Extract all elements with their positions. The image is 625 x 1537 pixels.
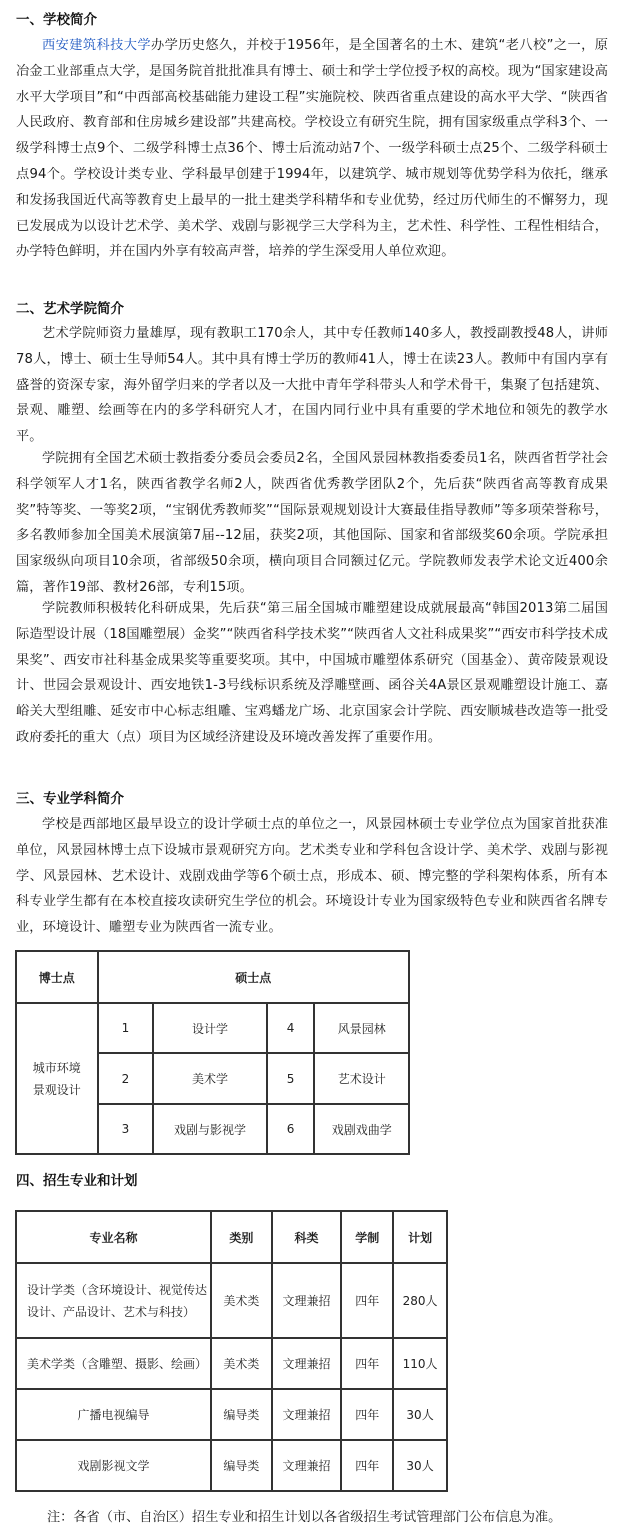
major-plan: 30人	[393, 1440, 447, 1491]
major-subject: 文理兼招	[272, 1263, 342, 1338]
master-name: 戏剧戏曲学	[314, 1104, 409, 1154]
enrollment-plan-table	[15, 1210, 448, 1492]
master-number: 5	[267, 1053, 315, 1104]
major-plan: 30人	[393, 1389, 447, 1440]
section3-paragraph: 学校是西部地区最早设立的设计学硕士点的单位之一，风景园林硕士专业学位点为国家首批获准单位，风景园林博士点下设城市景观研究方向。艺术类专业和学科包含设计学、美术学、戏剧与影视学、风景园林、艺术设计、戏剧戏曲学等6个硕士点，形成本、硕、博完整的学科架构体系，所有本科专业学生都有在本校直接攻读研究生学位的机会。环境设计专业为国家级特色专业和陕西省名牌专业，环境设计、雕塑专业为陕西省一流专业。	[16, 817, 608, 936]
header-plan: 计划	[393, 1211, 447, 1263]
major-duration: 四年	[341, 1389, 393, 1440]
section1-paragraph	[16, 33, 608, 265]
header-major-name: 专业名称	[16, 1211, 211, 1263]
major-name-line1: 设计学类（含环境设计、视觉传达	[27, 1282, 208, 1297]
section1-heading: 一、学校简介	[16, 12, 97, 28]
master-number: 1	[98, 1003, 154, 1053]
major-duration: 四年	[341, 1440, 393, 1491]
doctor-point-line1: 城市环境	[32, 1060, 81, 1075]
major-category: 编导类	[211, 1389, 272, 1440]
enrollment-note: 注：各省（市、自治区）招生专业和招生计划以各省级招生考试管理部门公布信息为准。	[47, 1510, 562, 1525]
master-name: 艺术设计	[314, 1053, 409, 1104]
major-category: 美术类	[211, 1338, 272, 1389]
section1-text: 办学历史悠久，并校于1956年，是全国著名的土木、建筑“老八校”之一，原冶金工业部重点大学，是国务院首批批准具有博士、硕士和学士学位授予权的高校。现为“国家建设高水平大学项目”和“中西部高校基础能力建设工程”实施院校、陕西省重点建设的高水平大学、“陕西省人民政府、教育部和住房城乡建设部”共建高校。学校设立有研究生院，拥有国家级重点学科3个、一级学科博士点9个、二级学科博士点36个、博士后流动站7个、一级学科硕士点25个、二级学科硕士点94个。学校设计类专业、学科最早创建于1994年，以建筑学、城市规划等优势学科为依托，继承和发扬我国近代高等教育史上最早的一批土建类学科精华和专业优势，经过历代师生的不懈努力，现已发展成为以设计艺术学、美术学、戏剧与影视学三大学科为主，艺术性、科学性、工程性相结合，办学特色鲜明，并在国内外享有较高声誉，培养的学生深受用人单位欢迎。	[16, 38, 608, 260]
header-category: 类别	[211, 1211, 272, 1263]
section3-heading: 三、专业学科简介	[16, 791, 124, 807]
major-name: 美术学类（含雕塑、摄影、绘画）	[16, 1338, 211, 1389]
master-name: 戏剧与影视学	[153, 1104, 266, 1154]
school-link[interactable]: 西安建筑科技大学	[42, 38, 151, 53]
section2-paragraph-3: 学院教师积极转化科研成果，先后获“第三届全国城市雕塑建设成就展最高“韩国2013第二届国际造型设计展（18国雕塑展）金奖”“陕西省科学技术奖”“陕西省人文社科成果奖”“西安市科学技术成果奖”、西安市社科基金成果奖等重要奖项。其中，中国城市雕塑体系研究（国基金）、黄帝陵景观设计、世园会景观设计、西安地铁1-3号线标识系统及浮雕壁画、函谷关4A景区景观雕塑设计施工、嘉峪关大型组雕、延安市中心标志组雕、宝鸡蟠龙广场、北京国家会计学院、西安顺城巷改造等一批受政府委托的重大（点）项目为区域经济建设及环境改善发挥了重要作用。	[16, 601, 608, 745]
table-row	[16, 1263, 447, 1338]
major-category: 美术类	[211, 1263, 272, 1338]
degree-points-table	[15, 950, 410, 1155]
header-subject: 科类	[272, 1211, 342, 1263]
major-duration: 四年	[341, 1263, 393, 1338]
section4-heading: 四、招生专业和计划	[16, 1173, 138, 1189]
major-name: 广播电视编导	[16, 1389, 211, 1440]
header-duration: 学制	[341, 1211, 393, 1263]
major-name: 戏剧影视文学	[16, 1440, 211, 1491]
master-name: 风景园林	[314, 1003, 409, 1053]
doctor-point-line2: 景观设计	[32, 1082, 81, 1097]
header-master: 硕士点	[98, 951, 409, 1003]
table-row	[16, 1338, 447, 1389]
section2-paragraph-2: 学院拥有全国艺术硕士教指委分委员会委员2名，全国风景园林教指委委员1名，陕西省哲学社会科学领军人才1名，陕西省教学名师2人，陕西省优秀教学团队2个，先后获“陕西省高等教育成果奖”特等奖、一等奖2项，“宝钢优秀教师奖”“国际景观规划设计大赛最佳指导教师”等多项荣誉称号，多名教师参加全国美术展演第7届--12届，获奖2项，其他国际、国家和省部级奖60余项。学院承担国家级纵向项目10余项，省部级50余项，横向项目合同额过亿元。学院教师发表学术论文近400余篇，著作19部、教材26部，专利15项。	[16, 451, 608, 595]
major-plan: 110人	[393, 1338, 447, 1389]
master-name: 设计学	[153, 1003, 266, 1053]
master-number: 6	[267, 1104, 315, 1154]
table-row	[16, 1389, 447, 1440]
major-subject: 文理兼招	[272, 1389, 342, 1440]
section2-paragraph-1: 艺术学院师资力量雄厚，现有教职工170余人，其中专任教师140多人，教授副教授48人，讲师78人，博士、硕士生导师54人。其中具有博士学历的教师41人，博士在读23人。教师中有国内享有盛誉的资深专家，海外留学归来的学者以及一大批中青年学科带头人和学术骨干，集聚了包括建筑、景观、雕塑、绘画等在内的多学科研究人才，在国内同行业中具有重要的学术地位和领先的教学水平。	[16, 326, 608, 445]
master-name: 美术学	[153, 1053, 266, 1104]
master-number: 4	[267, 1003, 315, 1053]
major-duration: 四年	[341, 1338, 393, 1389]
major-name	[16, 1263, 211, 1338]
header-doctor: 博士点	[16, 951, 98, 1003]
major-subject: 文理兼招	[272, 1440, 342, 1491]
major-subject: 文理兼招	[272, 1338, 342, 1389]
major-name-line2: 设计、产品设计、艺术与科技）	[27, 1304, 196, 1319]
doctor-point-cell	[16, 1003, 98, 1154]
master-number: 3	[98, 1104, 154, 1154]
major-category: 编导类	[211, 1440, 272, 1491]
section2-heading: 二、艺术学院简介	[16, 301, 124, 317]
major-plan: 280人	[393, 1263, 447, 1338]
table-row	[16, 1440, 447, 1491]
master-number: 2	[98, 1053, 154, 1104]
